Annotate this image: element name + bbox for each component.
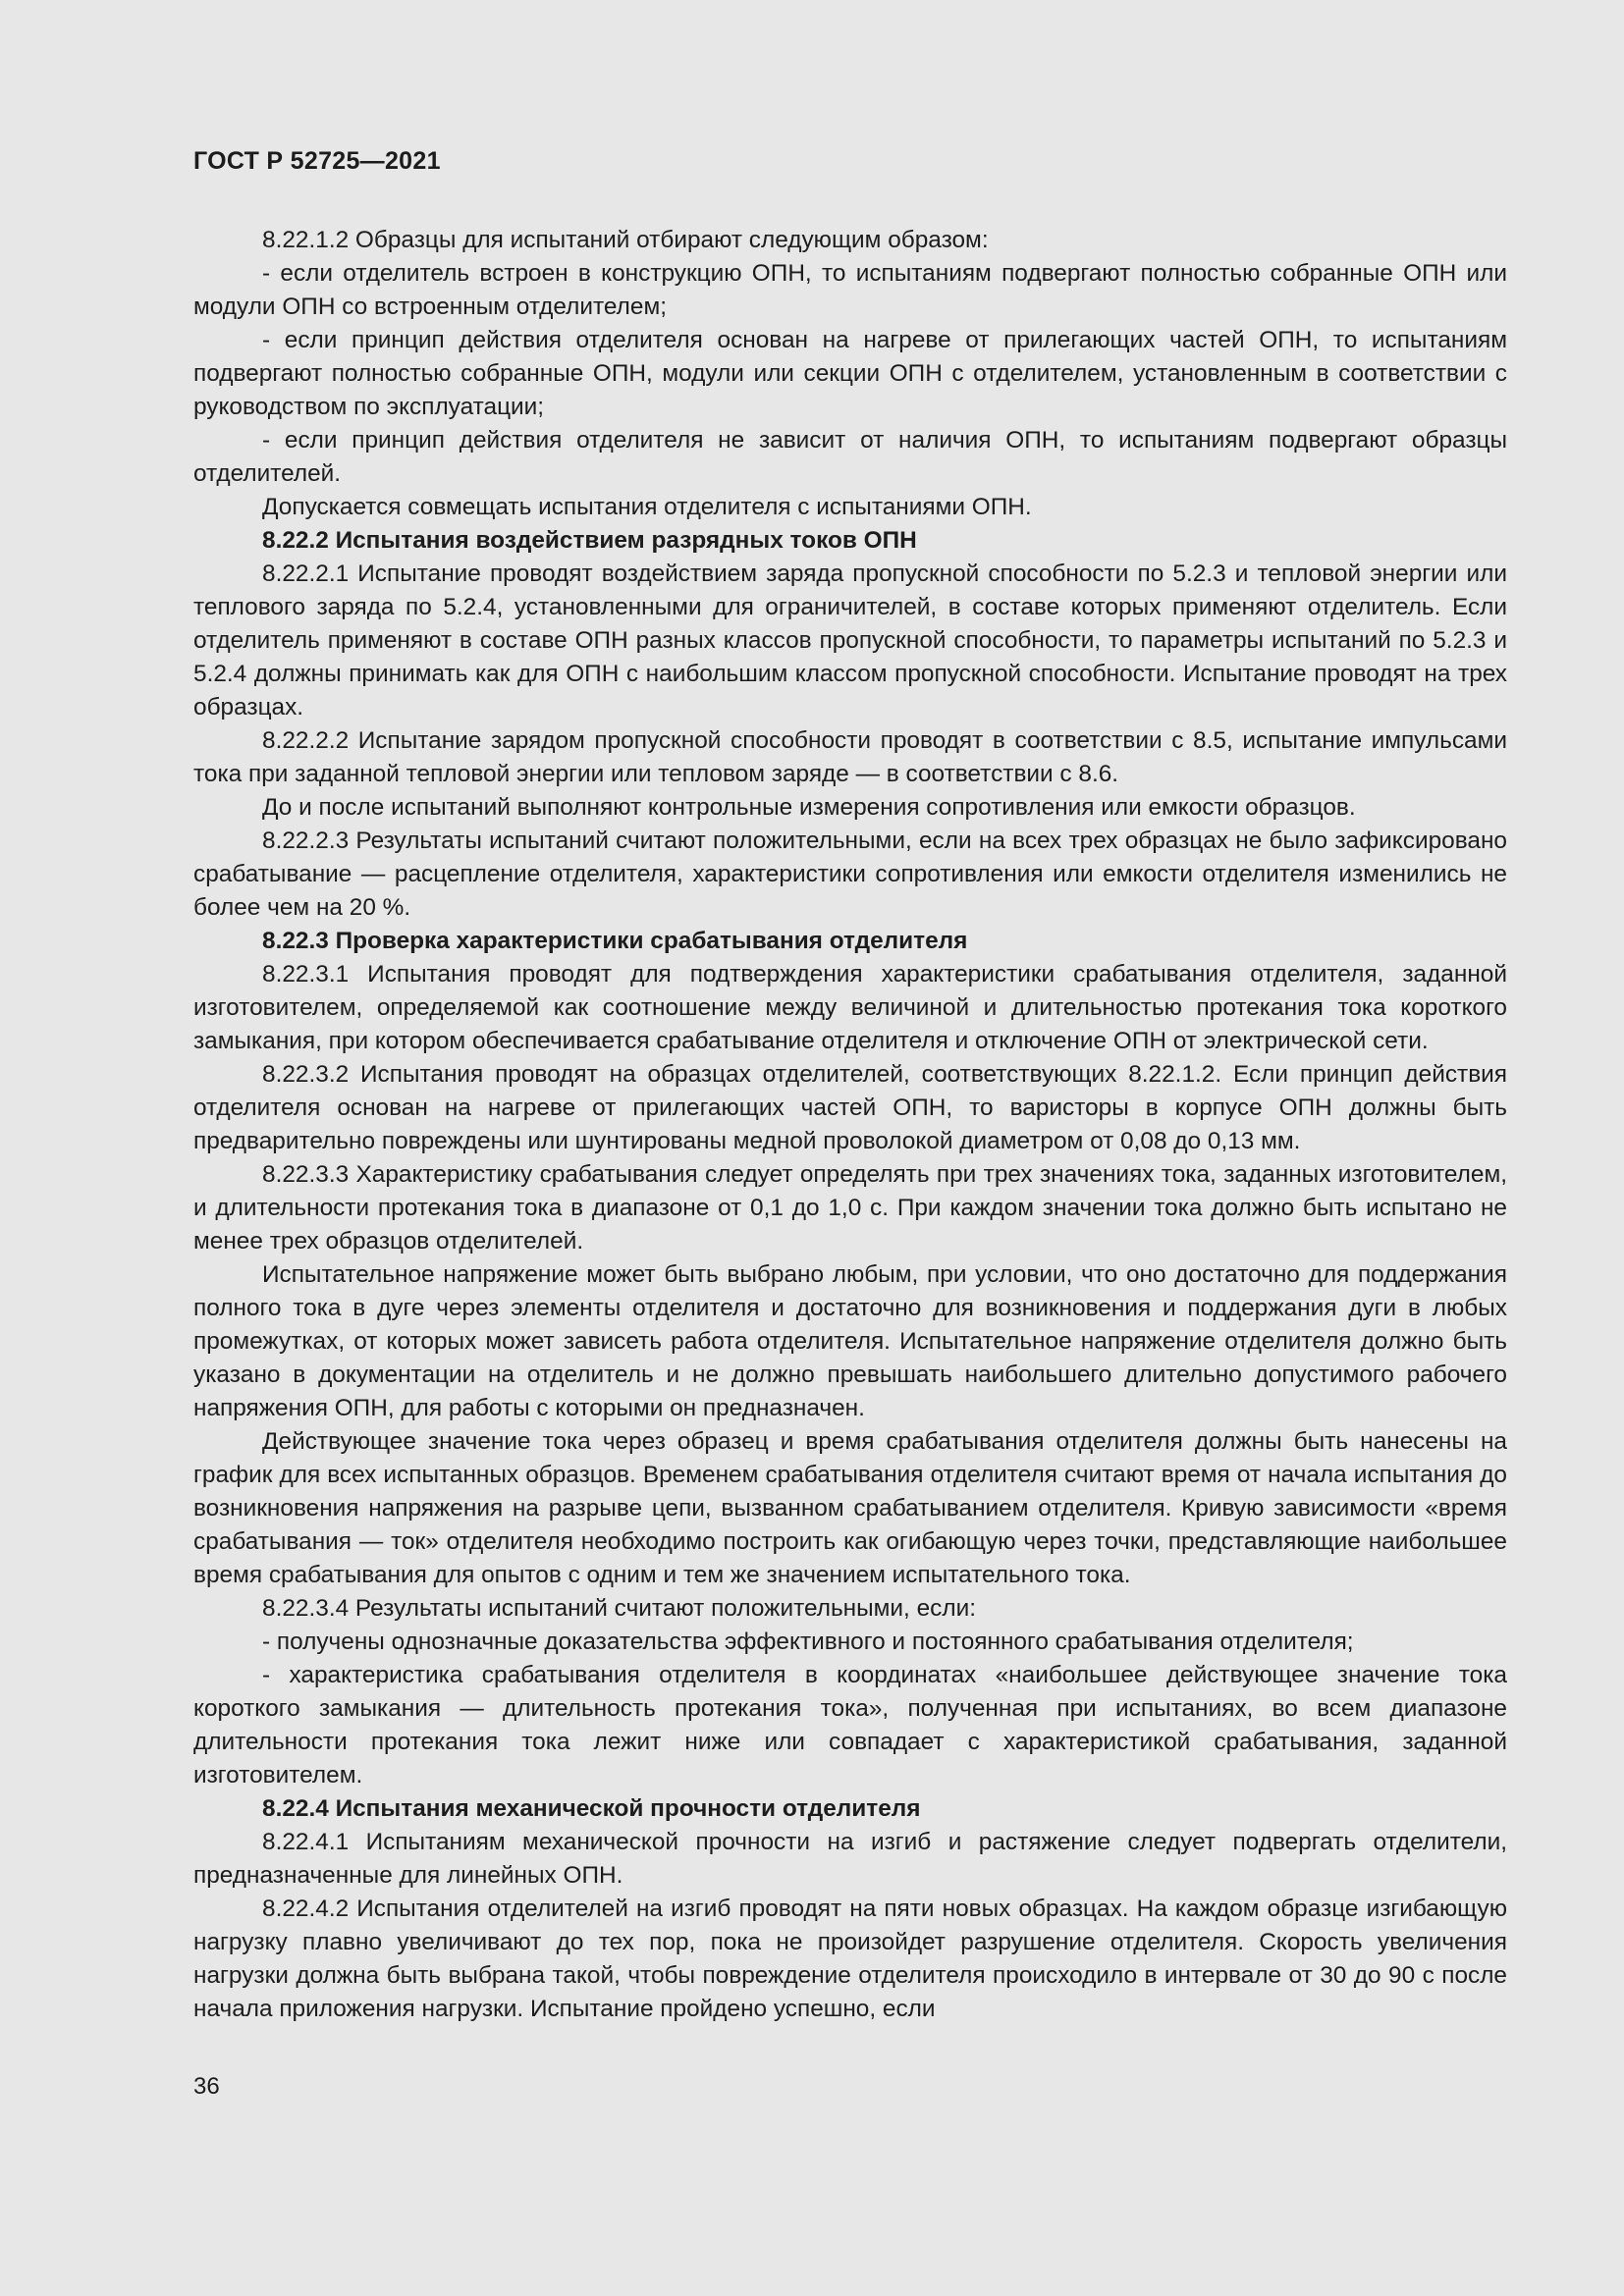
paragraph: 8.22.4.1 Испытаниям механической прочности на изгиб и растяжение следует подвергать отделители, предназначенные для линейных ОПН. [193, 1829, 1507, 1889]
paragraph: - если принцип действия отделителя не зависит от наличия ОПН, то испытаниям подвергают образцы отделителей. [193, 427, 1507, 487]
section-heading: 8.22.2 Испытания воздействием разрядных токов ОПН [262, 527, 917, 554]
paragraph: 8.22.3.4 Результаты испытаний считают положительными, если: [262, 1595, 976, 1622]
paragraph: - если отделитель встроен в конструкцию ОПН, то испытаниям подвергают полностью собранные ОПН или модули ОПН со встроенным отделителем; [193, 260, 1507, 320]
paragraph: 8.22.3.2 Испытания проводят на образцах отделителей, соответствующих 8.22.1.2. Если принцип действия отделителя основан на нагреве от прилегающих частей ОПН, то варисторы в корпусе ОПН должны быть предварительно повреждены или шунтированы медной проволокой диаметром от 0,08 до 0,13 мм. [193, 1061, 1507, 1154]
section-heading: 8.22.4 Испытания механической прочности отделителя [262, 1795, 921, 1822]
paragraph: Испытательное напряжение может быть выбрано любым, при условии, что оно достаточно для поддержания полного тока в дуге через элементы отделителя и достаточно для возникновения и поддержания дуги в любых промежутках, от которых может зависеть работа отделителя. Испытательное напряжение отделителя должно быть указано в документации на отделитель и не должно превышать наибольшего длительно допустимого рабочего напряжения ОПН, для работы с которыми он предназначен. [193, 1261, 1507, 1421]
paragraph: Действующее значение тока через образец и время срабатывания отделителя должны быть нанесены на график для всех испытанных образцов. Временем срабатывания отделителя считают время от начала испытания до возникновения напряжения на разрыве цепи, вызванном срабатыванием отделителя. Кривую зависимости «время срабатывания — ток» отделителя необходимо построить как огибающую через точки, представляющие наибольшее время срабатывания для опытов с одним и тем же значением испытательного тока. [193, 1428, 1507, 1588]
paragraph: 8.22.4.2 Испытания отделителей на изгиб проводят на пяти новых образцах. На каждом образце изгибающую нагрузку плавно увеличивают до тех пор, пока не произойдет разрушение отделителя. Скорость увеличения нагрузки должна быть выбрана такой, чтобы повреждение отделителя происходило в интервале от 30 до 90 с после начала приложения нагрузки. Испытание пройдено успешно, если [193, 1896, 1507, 2022]
paragraph: 8.22.2.2 Испытание зарядом пропускной способности проводят в соответствии с 8.5, испытание импульсами тока при заданной тепловой энергии или тепловом заряде — в соответствии с 8.6. [193, 727, 1507, 787]
paragraph: - характеристика срабатывания отделителя в координатах «наибольшее действующее значение тока короткого замыкания — длительность протекания тока», полученная при испытаниях, во всем диапазоне длительности протекания тока лежит ниже или совпадает с характеристикой срабатывания, заданной изготовителем. [193, 1662, 1507, 1789]
paragraph: 8.22.3.1 Испытания проводят для подтверждения характеристики срабатывания отделителя, заданной изготовителем, определяемой как соотношение между величиной и длительностью протекания тока короткого замыкания, при котором обеспечивается срабатывание отделителя и отключение ОПН от электрической сети. [193, 961, 1507, 1054]
document-header: ГОСТ Р 52725—2021 [193, 147, 441, 175]
page-number: 36 [193, 2073, 220, 2100]
paragraph: До и после испытаний выполняют контрольные измерения сопротивления или емкости образцов. [262, 794, 1356, 821]
paragraph: 8.22.1.2 Образцы для испытаний отбирают следующим образом: [262, 227, 989, 253]
page-body [193, 224, 1507, 2026]
paragraph: - получены однозначные доказательства эффективного и постоянного срабатывания отделителя; [262, 1629, 1354, 1655]
paragraph: 8.22.2.3 Результаты испытаний считают положительными, если на всех трех образцах не было зафиксировано срабатывание — расцепление отделителя, характеристики сопротивления или емкости отделителя изменились не более чем на 20 %. [193, 828, 1507, 921]
paragraph: 8.22.3.3 Характеристику срабатывания следует определять при трех значениях тока, заданных изготовителем, и длительности протекания тока в диапазоне от 0,1 до 1,0 с. При каждом значении тока должно быть испытано не менее трех образцов отделителей. [193, 1161, 1507, 1255]
paragraph: - если принцип действия отделителя основан на нагреве от прилегающих частей ОПН, то испытаниям подвергают полностью собранные ОПН, модули или секции ОПН с отделителем, установленным в соответствии с руководством по эксплуатации; [193, 327, 1507, 420]
paragraph: 8.22.2.1 Испытание проводят воздействием заряда пропускной способности по 5.2.3 и тепловой энергии или теплового заряда по 5.2.4, установленными для ограничителей, в составе которых применяют отделитель. Если отделитель применяют в составе ОПН разных классов пропускной способности, то параметры испытаний по 5.2.3 и 5.2.4 должны принимать как для ОПН с наибольшим классом пропускной способности. Испытание проводят на трех образцах. [193, 561, 1507, 721]
paragraph: Допускается совмещать испытания отделителя с испытаниями ОПН. [262, 494, 1032, 520]
section-heading: 8.22.3 Проверка характеристики срабатывания отделителя [262, 928, 968, 954]
